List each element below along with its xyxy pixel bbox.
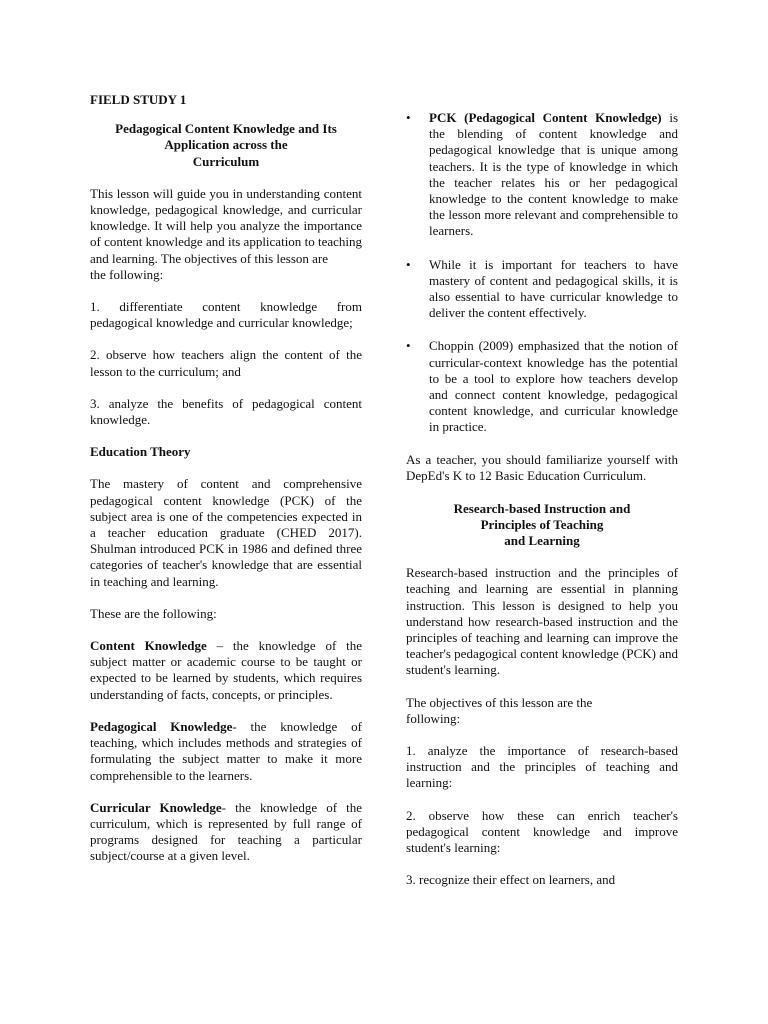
lesson-heading-line: Application across the [164, 137, 288, 153]
education-theory-heading: Education Theory [90, 444, 191, 460]
objectives-intro-tail: following: [406, 710, 461, 726]
bullet-text: Choppin (2009) emphasized that the notion of curricular-context knowledge has the potential to be a tool to explore how teachers develop and connect content knowledge, pedagogical content knowledge, and curricular knowledge in practice. [429, 338, 678, 435]
objective-item: 1. differentiate content knowledge from pedagogical knowledge and curricular knowledge; [90, 299, 362, 331]
theory-paragraph: The mastery of content and comprehensive pedagogical content knowledge (PCK) of the subject area is one of the competencies expected in a teacher education graduate (CHED 2017). Shulman introduced PCK in 1986 and defined three categories of teacher's knowledge that are essential in teaching and learning. [90, 476, 362, 589]
lesson-heading-line: Pedagogical Content Knowledge and Its [115, 121, 337, 137]
definition-text: - the knowledge of teaching, which includes methods and strategies of formulating the subject matter to make it more comprehensible to the learners. [90, 718, 362, 783]
definition-term: Content Knowledge [90, 638, 207, 654]
bullet-text: While it is important for teachers to have mastery of content and pedagogical skills, it is also essential to have curricular knowledge to deliver the content effectively. [429, 256, 678, 321]
objective-item: 1. analyze the importance of research-based instruction and the principles of teaching and learning: [406, 743, 678, 791]
bullet-dot-icon: • [406, 256, 411, 272]
bullet-term: PCK (Pedagogical Content Knowledge) [429, 110, 662, 125]
research-heading-line: Research-based Instruction and [453, 500, 631, 516]
intro-paragraph: This lesson will guide you in understanding content knowledge, pedagogical knowledge, and curricular knowledge. It will help you analyze the importance of content knowledge and its application to teaching and learning. The objectives of this lesson are [90, 185, 362, 266]
research-heading-line: Principles of Teaching [480, 516, 604, 532]
intro-tail: the following: [90, 266, 164, 282]
research-paragraph: Research-based instruction and the principles of teaching and learning are essential in planning instruction. This lesson is designed to help you understand how research-based instruction and the principles of teaching and learning can improve the teacher's pedagogical content knowledge (PCK) and student's learning. [406, 565, 678, 678]
document-title: FIELD STUDY 1 [90, 92, 187, 107]
bullet-dot-icon: • [406, 110, 411, 125]
bullet-text: is the blending of content knowledge and pedagogical knowledge that is unique among teachers. It is the type of knowledge in which the teacher relates his or her pedagogical knowledge to the content knowledge to make the lesson more relevant and comprehensible to learners. [429, 110, 679, 239]
research-heading-line: and Learning [504, 532, 580, 548]
research-heading [406, 501, 678, 550]
objective-item: 2. observe how teachers align the content of the lesson to the curriculum; and [90, 347, 362, 379]
lesson-heading-line: Curriculum [192, 153, 260, 169]
left-column [90, 92, 362, 865]
definition-content-knowledge [90, 638, 362, 703]
definition-text: - the knowledge of the curriculum, which is represented by full range of programs designed for teaching a particular subject/course at a given level. [90, 799, 363, 864]
definition-pedagogical-knowledge [90, 719, 362, 784]
definition-term: Pedagogical Knowledge [90, 718, 233, 734]
definition-curricular-knowledge [90, 800, 362, 865]
definition-term: Curricular Knowledge [90, 799, 222, 815]
right-column [406, 110, 678, 888]
bullet-item-choppin [406, 338, 678, 435]
objective-item: 2. observe how these can enrich teacher's pedagogical content knowledge and improve student's learning: [406, 807, 678, 856]
definition-text: – the knowledge of the subject matter or academic course to be taught or expected to be learned by students, which requires understanding of facts, concepts, or principles. [90, 638, 362, 702]
bullet-item-curricular [406, 257, 678, 322]
objective-item: 3. recognize their effect on learners, and [406, 872, 616, 888]
objectives-intro: The objectives of this lesson are the [406, 694, 593, 710]
lesson-heading [90, 121, 362, 170]
bullet-item-pck [406, 110, 678, 240]
objective-item: 3. analyze the benefits of pedagogical content knowledge. [90, 395, 362, 428]
teacher-paragraph: As a teacher, you should familiarize yourself with DepEd's K to 12 Basic Education Curriculum. [406, 451, 678, 483]
bullet-list [406, 110, 678, 436]
these-are-text: These are the following: [90, 605, 217, 621]
bullet-dot-icon: • [406, 338, 411, 354]
